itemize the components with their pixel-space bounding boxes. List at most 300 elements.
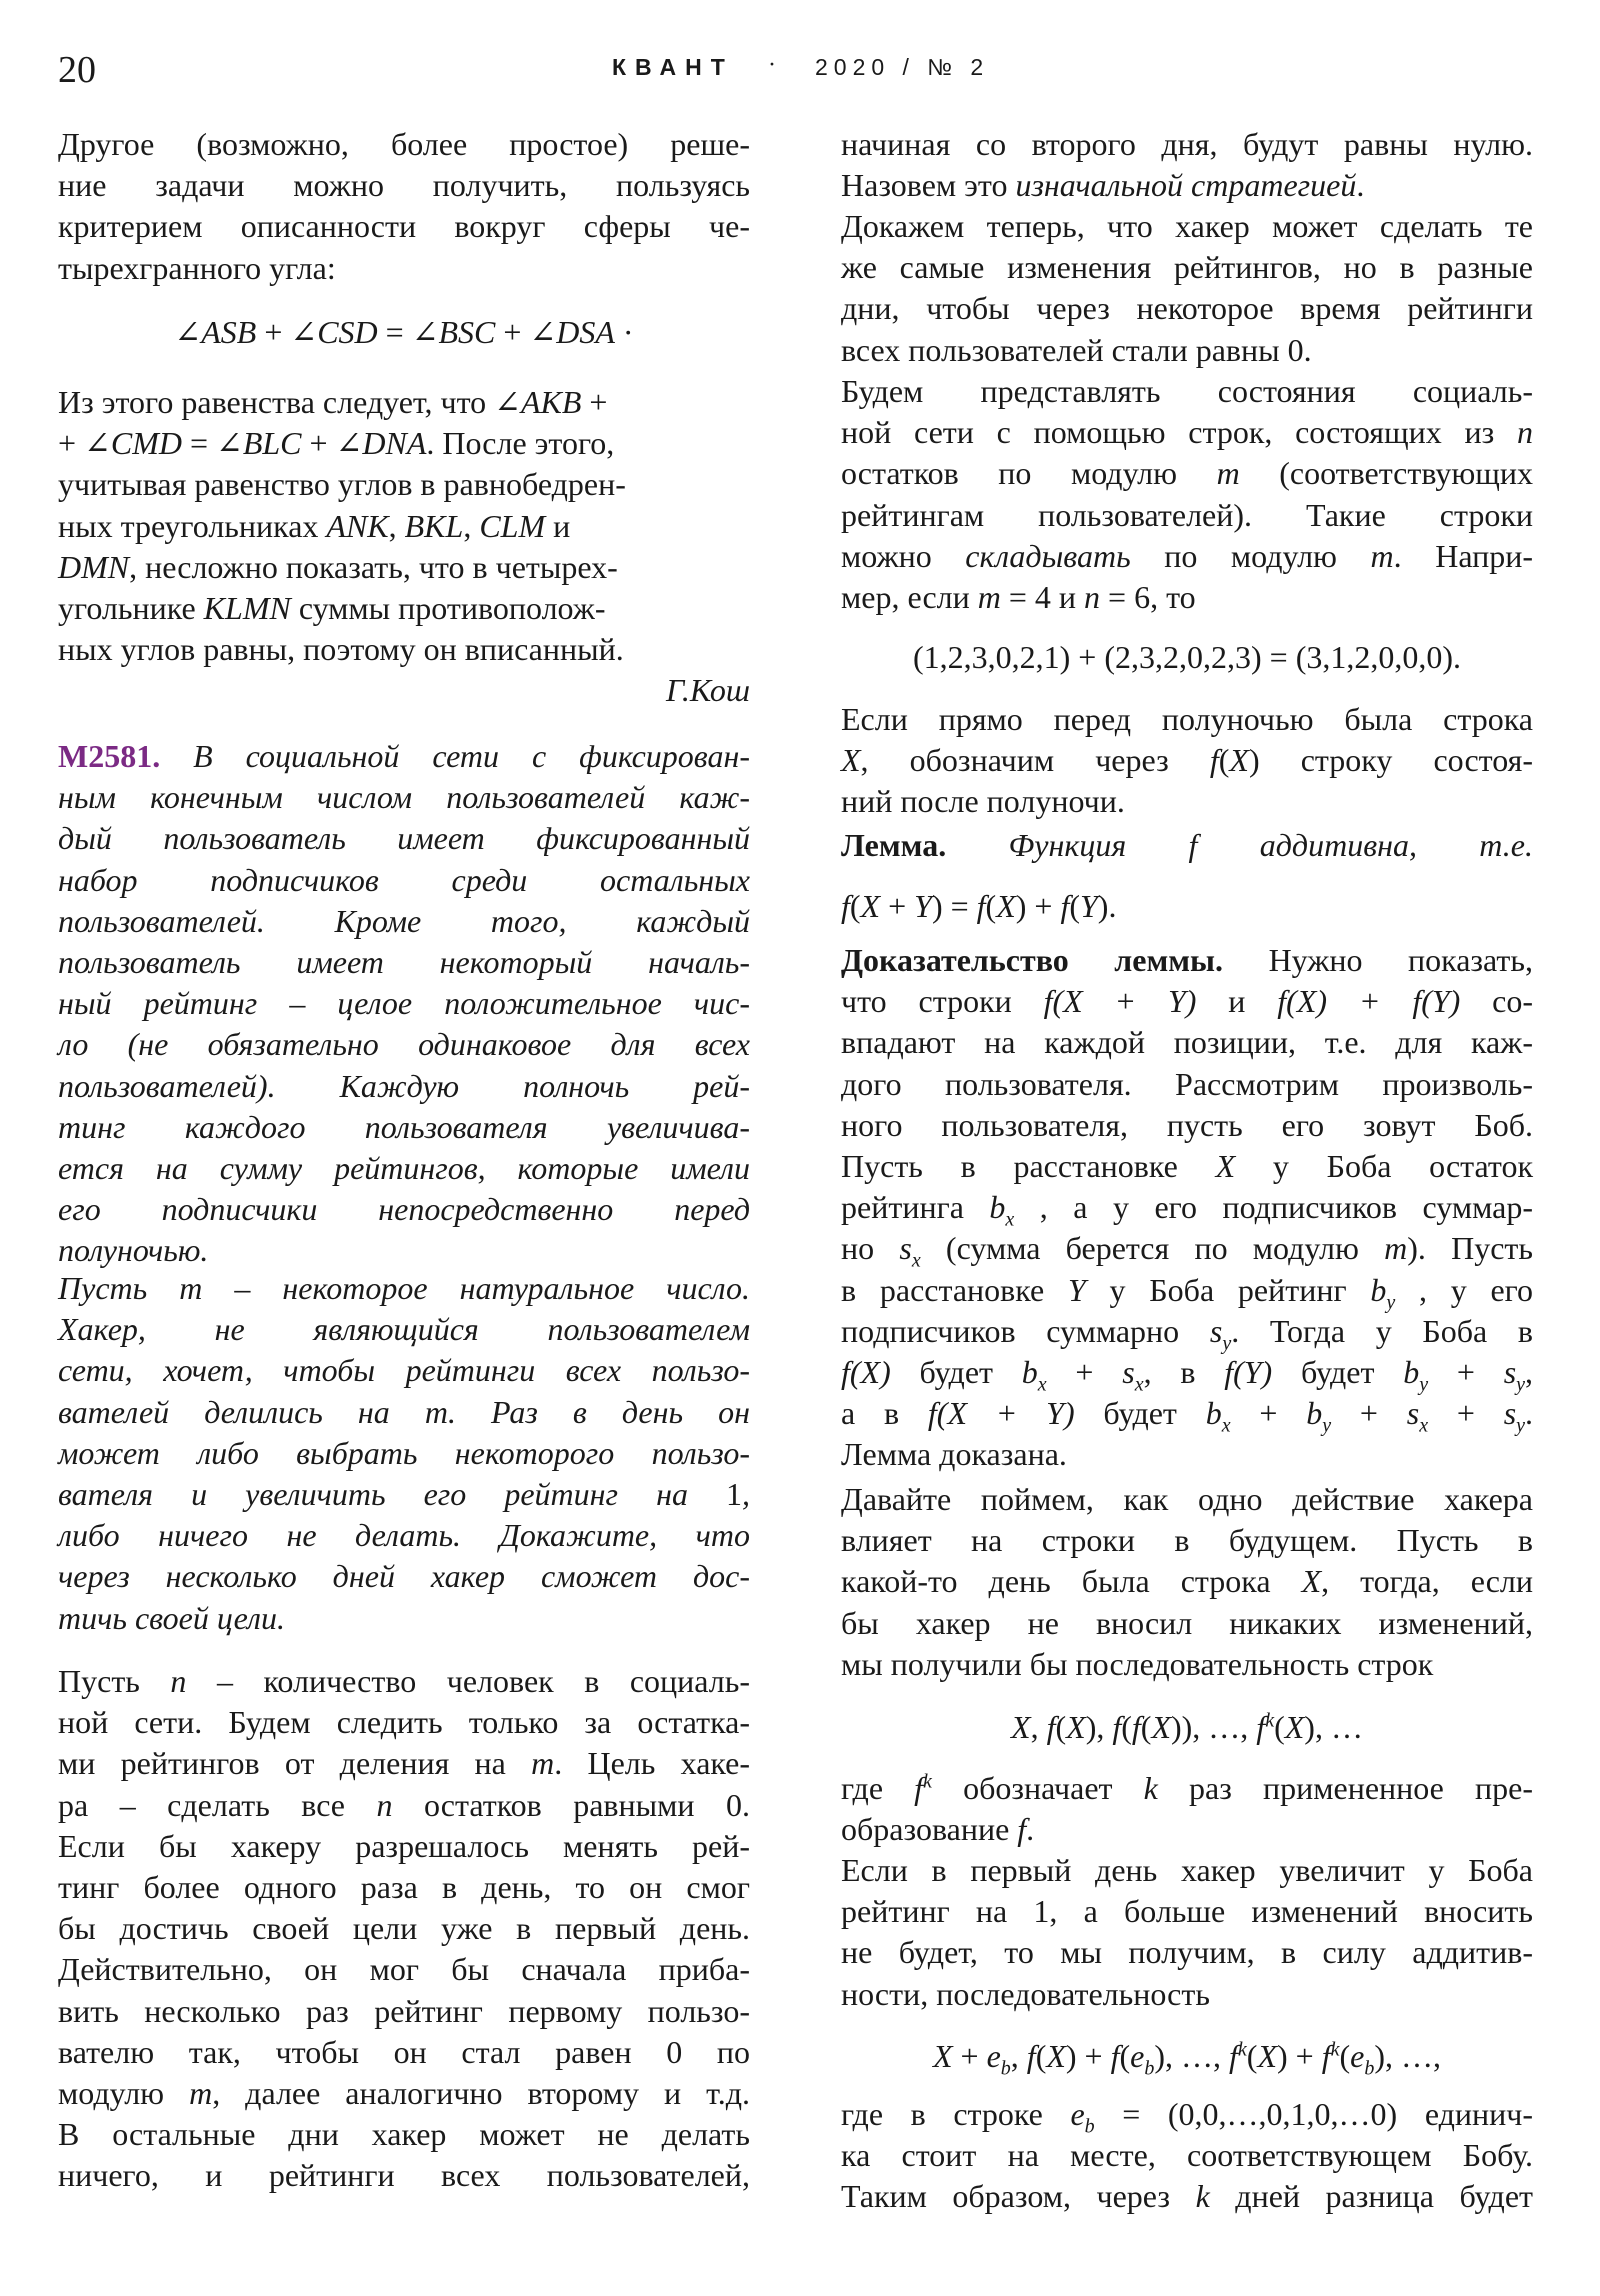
text-segment: + [1331,1395,1407,1432]
text-segment: где [841,1770,915,1806]
segment-text: складывать [965,537,1131,574]
text-segment: ) + [1276,2038,1322,2074]
paragraph-string-representation [841,371,1533,618]
math-italic [1370,1271,1396,1313]
text-segment: будет [1272,1353,1404,1390]
text-segment: сети, хочет, чтобы рейтинги всех пользо- [58,1352,750,1389]
text-line [841,1768,1533,1809]
text-segment: ( [1121,1709,1132,1745]
problem-m2581-statement [58,736,750,1271]
text-segment: влияет на строки в будущем. Пусть в [841,1522,1533,1559]
problem-m2581-task [58,1268,750,1639]
math-italic [914,888,932,924]
segment-text: f [1131,1709,1141,1745]
math-italic [1066,1709,1086,1745]
text-segment: его подписчики непосредственно перед [58,1191,750,1228]
text-segment: тичь своей цели. [58,1599,285,1636]
text-line [58,2032,750,2073]
subscript: y [1419,1373,1429,1396]
formula-angle-sum [58,312,750,353]
segment-text: b [1306,1395,1323,1432]
math-italic [977,888,986,924]
text-segment: ( [1274,1709,1285,1745]
math-italic [1196,2178,1210,2214]
segment-text: b [1403,1353,1420,1390]
text-segment: ( [1055,1709,1067,1745]
math-italic [1302,1563,1322,1599]
text-line [841,1228,1534,1272]
text-segment: , а у его подписчиков суммар- [1014,1189,1534,1226]
segment-text: f(Y) [1224,1353,1273,1390]
text-segment: , [1030,1709,1047,1745]
math-italic [1322,2038,1340,2074]
segment-text: k [1143,1770,1158,1806]
text-segment: = (0,0,…,0,1,0,…0) единич- [1094,2096,1533,2132]
text-line [841,577,1533,618]
text-line [841,1561,1533,1602]
segment-text: f [1112,1709,1122,1745]
subscript: x [1419,1414,1429,1437]
text-line [58,1908,750,1949]
text-segment: ной сети. Будем следить только за остатка- [58,1704,750,1741]
text-line [841,1932,1533,1973]
segment-text: s [1122,1353,1135,1390]
math-italic [1277,983,1460,1019]
text-line [58,818,750,859]
text-segment: тинг более одного раза в день, то он смог [58,1868,750,1905]
segment-text: s [899,1230,912,1267]
math-italic [1306,1395,1332,1437]
segment-text: f [1256,1709,1266,1745]
segment-text: s [1503,1353,1517,1390]
subscript: y [1222,1332,1232,1355]
segment-text: CLM [479,507,546,544]
text-segment: , обозначим через [860,742,1210,779]
text-line [58,1702,750,1743]
text-segment: ется на сумму рейтингов, которые имели [58,1149,750,1186]
text-segment: + [1428,1395,1504,1432]
paragraph-hacker-action [841,1479,1533,1685]
segment-text: e [986,2038,1001,2074]
text-segment: впадают на каждой позиции, т.е. для каж- [841,1024,1533,1061]
text-line [841,1311,1534,1355]
text-segment: будет [1074,1395,1206,1432]
formula-addition-example [841,637,1533,678]
subscript: x [1134,1373,1144,1396]
text-line [841,2135,1533,2176]
text-segment: пользователь имеет некоторый началь- [58,943,750,980]
text-segment: остатков по модулю [841,455,1217,492]
math-italic [531,1745,554,1781]
segment-text: Y [1067,1271,1086,1308]
text-segment: ным конечным числом пользователей каж- [58,779,750,816]
math-italic [841,888,850,924]
text-segment: учитывая равенство углов в равнобедрен- [58,466,626,503]
text-line [841,330,1533,371]
math-italic [1205,1395,1231,1437]
segment-text: Доказательство леммы. [841,942,1224,978]
segment-text: e [1130,2038,1145,2074]
text-segment: Если бы хакеру разрешалось менять рей- [58,1827,750,1864]
segment-text: b [1205,1395,1222,1432]
text-line [58,1743,750,1784]
text-segment: · [614,314,634,350]
text-segment: ной сети с помощью строк, состоящих из [841,414,1517,451]
issue-number: 2020 / № 2 [815,54,990,80]
text-line [841,2094,1533,2138]
text-segment: ный рейтинг – целое положительное чис- [58,985,750,1022]
text-line [58,1350,750,1391]
segment-text: m [1216,455,1240,492]
superscript: k [923,1770,932,1793]
text-line [58,1392,750,1433]
subscript: b [1084,2115,1095,2138]
text-segment: угольнике [58,589,204,626]
text-segment: Действительно, он мог бы сначала приба- [58,1951,750,1988]
text-segment: что строки [841,983,1044,1020]
text-segment: , [388,507,405,544]
math-italic [1216,1148,1236,1184]
text-segment: через несколько дней хакер сможет дос- [58,1558,750,1595]
math-italic [1112,1709,1121,1745]
text-line [58,423,750,464]
math-italic [1027,2038,1036,2074]
text-segment: ), [1085,1709,1113,1745]
math-italic [1011,1709,1031,1745]
segment-text: m [1370,537,1394,574]
text-line [58,312,750,353]
text-line [841,940,1533,981]
segment-text: f [1229,2038,1238,2074]
text-line [58,983,750,1024]
paragraph-unit-vector [841,2094,1533,2218]
text-segment: либо ничего не делать. Докажите, что [58,1517,750,1554]
text-line [58,1268,750,1309]
text-segment: Назовем это [841,167,1016,204]
math-italic [841,742,861,778]
text-line [841,1187,1534,1231]
text-segment: рейтинг на 1, а больше изменений вносить [841,1893,1533,1930]
segment-text: f [1209,742,1219,779]
text-segment: вателю так, чтобы он стал равен 0 по [58,2033,750,2070]
text-segment: ), …, [1154,2038,1229,2074]
text-segment: ( [1069,888,1080,924]
text-line [841,1352,1534,1396]
text-segment: Другое (возможно, более простое) реше- [58,126,750,162]
math-italic [914,1770,932,1806]
text-segment: Пусть в расстановке [841,1147,1216,1184]
text-segment: дни, чтобы через некоторое время рейтинги [841,290,1533,327]
text-segment: ). [1097,888,1117,924]
bold-label [58,738,160,774]
text-line [58,464,750,505]
segment-text: Функция f аддитивна, т.е. [1008,827,1534,863]
paragraph-solution-start [58,1661,750,2196]
text-segment: критерием описанности вокруг сферы че- [58,208,750,245]
text-line [841,206,1533,247]
text-line [58,860,750,901]
segment-text: ∠DSA [529,314,615,350]
text-line [841,1891,1533,1932]
text-segment: Нужно показать, [1223,942,1534,978]
text-segment: в расстановке [841,1271,1068,1308]
math-italic [1406,1395,1429,1437]
text-line [841,1974,1533,2015]
math-italic [326,508,388,544]
segment-text: ANK [326,507,389,544]
math-italic [58,549,129,585]
text-segment: у Боба рейтинг [1085,1271,1371,1308]
text-segment: В социальной сети с фиксирован- [160,738,750,774]
text-line [58,1515,750,1556]
text-line [58,1867,750,1908]
text-segment: ка стоит на месте, соответствующем Бобу. [841,2137,1533,2174]
text-segment: ( [1035,2038,1047,2074]
subscript: b [1144,2057,1155,2080]
segment-text: X [933,2038,953,2074]
paragraph-alternative-solution [58,124,750,289]
bold-label [841,827,946,863]
math-italic [1122,1353,1144,1396]
text-line [841,1850,1533,1891]
segment-text: ∠CMD [84,425,182,462]
text-segment: дый пользователь имеет фиксированный [58,820,750,857]
segment-text: f [1046,1709,1056,1745]
roman-text [726,1476,742,1512]
math-italic [405,508,464,544]
text-segment: не будет, то мы получим, в силу аддитив- [841,1934,1533,1971]
text-segment: ра – сделать все [58,1786,377,1823]
text-line [841,412,1533,453]
text-segment: Давайте поймем, как одно действие хакера [841,1481,1533,1517]
text-segment: , тогда, если [1321,1563,1533,1600]
segment-text: BKL [404,507,464,544]
author-signature [58,670,750,711]
text-segment: полуночью. [58,1232,209,1269]
text-segment: по модулю [1130,537,1371,574]
text-segment: дней разница будет [1209,2178,1534,2215]
text-segment: + [301,425,336,462]
math-italic [965,538,1130,574]
paragraph-fk-definition [841,1768,1533,1850]
subscript: b [1000,2057,1011,2080]
text-segment: = 4 и [1000,578,1085,615]
math-italic [1257,2038,1277,2074]
text-segment: . Цель хаке- [554,1745,751,1782]
text-segment: (соответствующих [1239,455,1533,492]
subscript: y [1516,1414,1526,1437]
text-line [58,1785,750,1826]
text-segment: мы получили бы последовательность строк [841,1645,1434,1682]
paragraph-initial-strategy [841,124,1533,206]
subscript: x [1005,1208,1015,1231]
text-segment: со- [1460,983,1534,1020]
text-line [58,248,750,289]
math-italic [1350,2038,1375,2080]
math-italic [666,672,750,708]
math-italic [986,2038,1011,2080]
text-segment: ло (не обязательно одинаковое для всех [58,1026,750,1063]
text-segment: какой-то день была строка [841,1563,1302,1600]
segment-text: n [376,1786,393,1823]
text-segment: . После этого, [426,425,615,462]
segment-text: s [1406,1395,1420,1432]
text-line [841,1809,1533,1850]
segment-text: ∠BLC [216,425,302,462]
segment-text: f(X + Y) [1043,983,1197,1020]
segment-text: e [1350,2038,1365,2074]
text-segment: + [1046,1353,1123,1390]
bold-label [841,942,1223,978]
text-segment: может либо выбрать некоторого пользо- [58,1434,750,1471]
text-line [58,1148,750,1189]
subscript: x [1221,1414,1231,1437]
text-line [841,124,1533,165]
segment-text: f [976,888,986,924]
superscript: k [1330,2038,1340,2061]
math-italic [1017,1811,1026,1847]
text-segment: В остальные дни хакер может не делать [58,2116,750,2153]
text-segment: обозначает [931,1770,1144,1806]
text-segment: образование [841,1811,1018,1848]
math-italic [479,508,545,544]
text-segment: пользователей. Кроме того, каждый [58,902,750,939]
math-italic [861,888,881,924]
segment-text: b [989,1189,1006,1226]
text-segment: ). Пусть [1407,1230,1534,1267]
segment-text: X [996,888,1016,924]
text-segment: дого пользователя. Рассмотрим произволь- [841,1065,1533,1102]
text-segment: Пусть m – некоторое натуральное число. [58,1270,750,1306]
text-segment: ( [1339,2038,1351,2074]
segment-text: s [1503,1395,1517,1432]
segment-text: m [1384,1230,1408,1267]
math-italic [928,1395,1075,1431]
math-italic [412,314,496,350]
math-italic [529,314,614,350]
text-segment: + [952,2038,987,2074]
text-segment: + [880,888,915,924]
segment-text: X [1046,2038,1066,2074]
text-line [841,1105,1533,1146]
text-segment: ничего, и рейтинги всех пользователей, [58,2157,750,2194]
math-italic [1144,1770,1158,1806]
text-line [58,588,750,629]
segment-text: ∠DNA [335,425,427,462]
text-segment: , в [1143,1353,1225,1390]
text-segment: = 6, то [1100,578,1196,615]
text-line [841,1603,1533,1644]
text-line [58,2073,750,2114]
text-line [841,825,1533,866]
math-italic [336,425,427,461]
segment-text: M2581. [58,738,161,774]
page-number: 20 [58,49,96,91]
text-line [841,886,1533,927]
text-line [841,699,1533,740]
segment-text: n [1084,578,1101,615]
math-italic [1046,2038,1066,2074]
text-line [841,1393,1534,1437]
math-italic [189,2075,212,2111]
text-segment: где в строке [841,2096,1071,2132]
text-segment: остатков равными 0. [392,1786,750,1823]
text-line [841,453,1533,494]
text-segment: Если в первый день хакер увеличит у Боба [841,1852,1533,1888]
math-italic [1009,827,1533,863]
text-segment: . [1356,167,1365,204]
text-line [841,781,1533,822]
text-segment: + [58,425,85,462]
math-italic [1068,1272,1086,1308]
text-segment: ( [1140,1709,1152,1745]
text-line [58,2114,750,2155]
text-segment: + [1428,1353,1504,1390]
text-segment: . Напри- [1393,537,1534,574]
text-line [58,1949,750,1990]
math-italic [290,314,377,350]
text-segment: + [256,314,291,350]
math-italic [1151,1709,1171,1745]
math-italic [1080,888,1098,924]
text-segment: бы хакер не вносил никаких изменений, [841,1604,1533,1641]
text-segment: тинг каждого пользователя увеличива- [58,1108,750,1145]
text-line [841,637,1533,678]
text-line [58,629,750,670]
text-segment: раз примененное пре- [1157,1770,1533,1806]
segment-text: f(X) + f(Y) [1277,983,1461,1020]
math-italic [1070,2096,1095,2138]
math-italic [1210,742,1219,778]
text-line [58,547,750,588]
text-segment: ных треугольниках [58,507,327,544]
text-segment: (сумма берется по модулю [920,1230,1385,1267]
text-line [58,1598,750,1639]
math-italic [1044,983,1197,1019]
text-segment: Если прямо перед полуночью была строка [841,701,1533,737]
math-italic [1403,1353,1429,1396]
text-segment: ) = [931,888,977,924]
text-segment: будет [890,1353,1022,1390]
text-line [58,1556,750,1597]
text-segment: ( [985,888,997,924]
subscript: y [1516,1373,1526,1396]
text-segment: Из этого равенства следует, что [58,384,495,420]
text-line [841,371,1533,412]
segment-text: n [170,1663,187,1699]
text-line [58,670,750,711]
text-segment: , далее аналогично второму и т.д. [212,2074,751,2111]
text-segment: ми рейтингов от деления на [58,1745,532,1782]
segment-text: b [1370,1271,1387,1308]
text-line [841,495,1533,536]
text-segment: можно [841,537,966,574]
text-segment: ), … [1304,1709,1363,1745]
text-line [841,1022,1533,1063]
text-segment: Пусть [58,1663,171,1699]
text-segment: ных углов равны, поэтому он вписанный. [58,631,624,668]
text-segment: ( [1119,2038,1131,2074]
text-segment: + [1230,1395,1307,1432]
math-italic [1021,1353,1047,1396]
segment-text: X [1151,1709,1171,1745]
text-segment: ( [1246,2038,1258,2074]
subscript: x [1037,1373,1047,1396]
segment-text: f [1060,888,1070,924]
text-segment: ний после полуночи. [841,783,1125,820]
segment-text: X [1229,742,1249,779]
text-segment: Таким образом, через [841,2178,1196,2215]
